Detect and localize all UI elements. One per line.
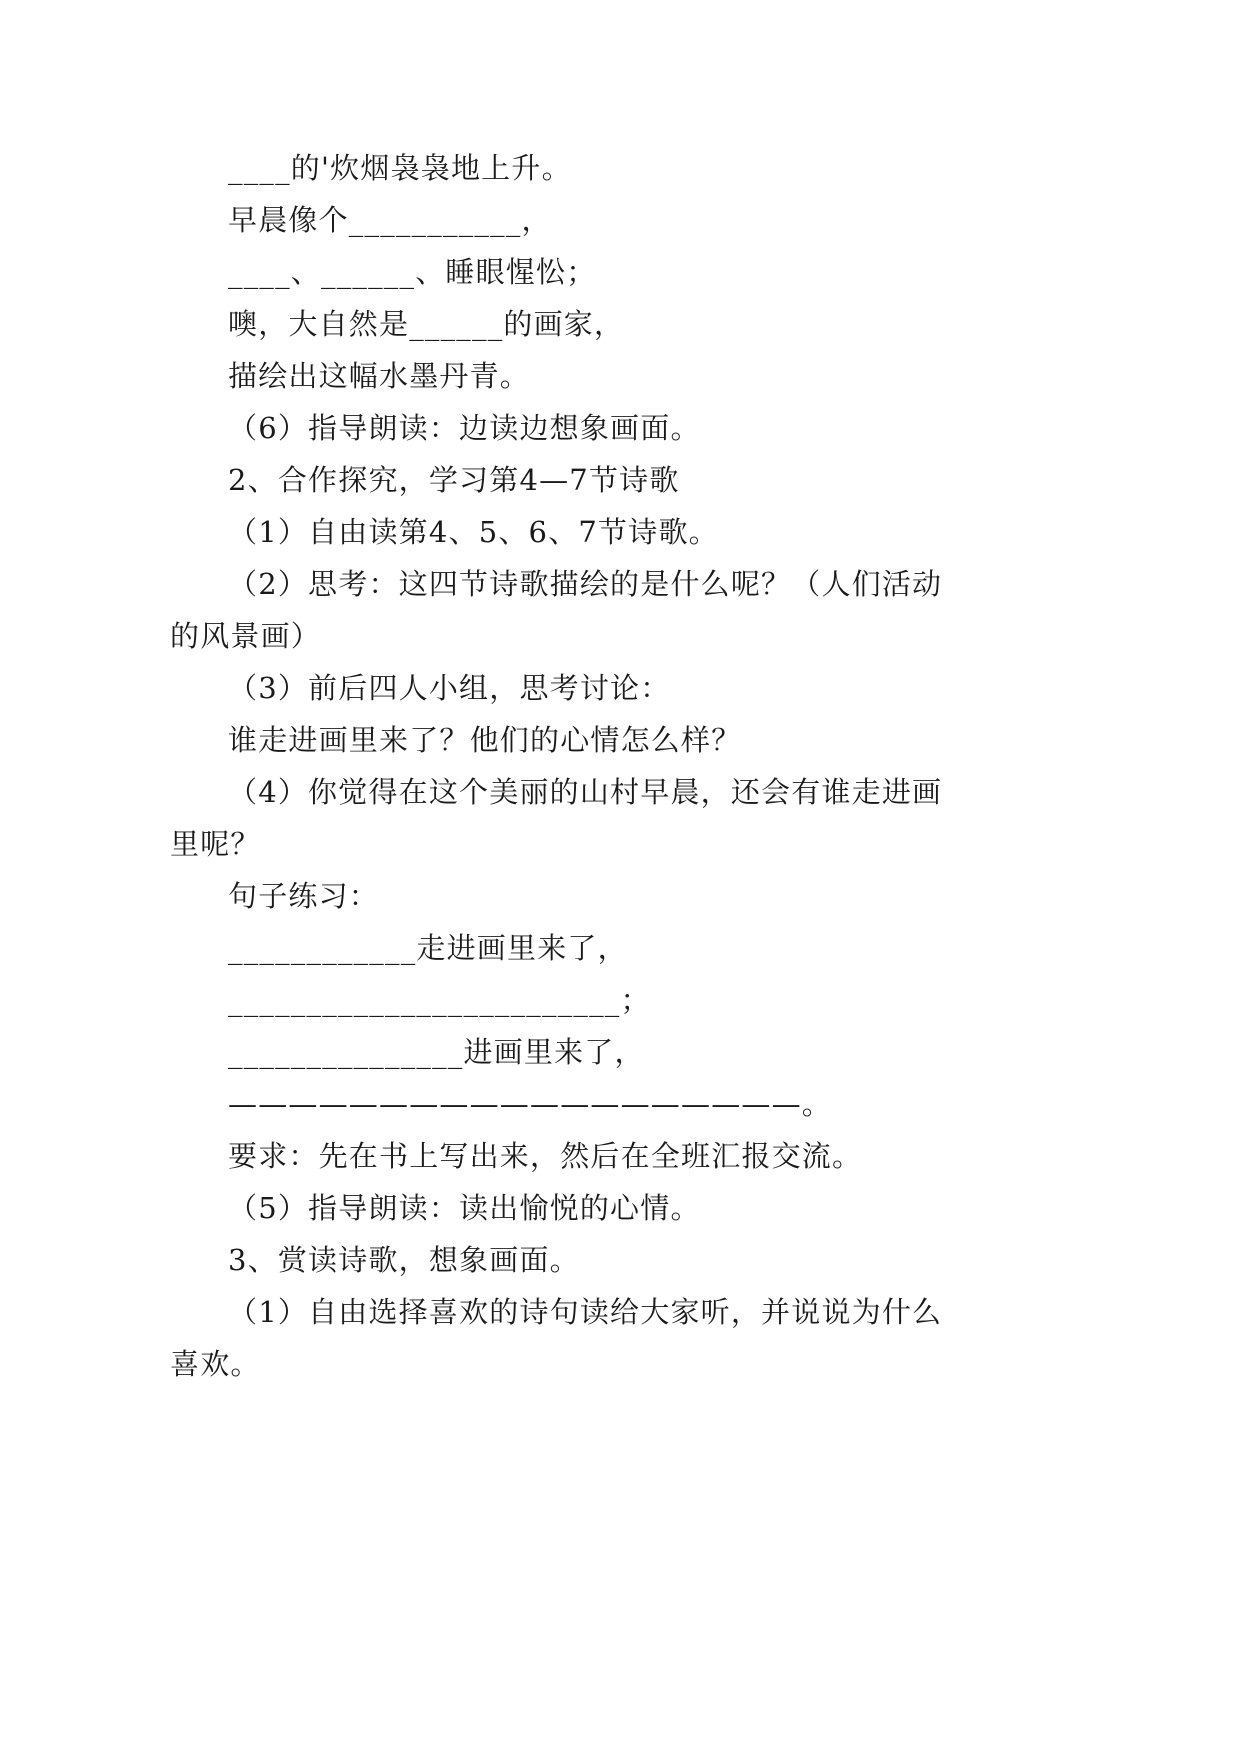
requirement-text: 要求：先在书上写出来，然后在全班汇报交流。 (228, 1139, 863, 1173)
step-imagine-4-continued: 里呢？ (170, 827, 261, 861)
poem-line-morning: 早晨像个___________， (228, 203, 552, 237)
poem-line-sleepy: ____、______、睡眼惺忪； (228, 255, 597, 289)
section-heading-3: 3、赏读诗歌，想象画面。 (228, 1243, 580, 1277)
practice-blank-line-2: _________________________； (228, 983, 651, 1017)
step-reading-guide-5: （5）指导朗读：读出愉悦的心情。 (228, 1191, 701, 1225)
poem-line-painting: 描绘出这幅水墨丹青。 (228, 359, 531, 393)
sentence-practice-label: 句子练习： (228, 879, 380, 913)
poem-line-smoke: ____的'炊烟袅袅地上升。 (228, 151, 572, 185)
discussion-question: 谁走进画里来了？他们的心情怎么样？ (228, 723, 742, 757)
step-free-reading-1: （1）自由读第4、5、6、7节诗歌。 (228, 515, 719, 549)
practice-blank-line-4: ———————————————————。 (228, 1087, 832, 1121)
step-reading-guide-6: （6）指导朗读：边读边想象画面。 (228, 411, 701, 445)
step-choose-lines-1-continued: 喜欢。 (170, 1347, 261, 1381)
step-thinking-2: （2）思考：这四节诗歌描绘的是什么呢？（人们活动 (228, 567, 943, 601)
step-group-discussion-3: （3）前后四人小组，思考讨论： (228, 671, 671, 705)
practice-blank-line-1: ____________走进画里来了， (228, 931, 628, 965)
poem-line-nature: 噢，大自然是______的画家， (228, 307, 625, 341)
step-imagine-4: （4）你觉得在这个美丽的山村早晨，还会有谁走进画 (228, 775, 943, 809)
step-thinking-2-continued: 的风景画） (170, 619, 322, 653)
practice-blank-line-3: _______________进画里来了， (228, 1035, 645, 1069)
step-choose-lines-1: （1）自由选择喜欢的诗句读给大家听，并说说为什么 (228, 1295, 943, 1329)
section-heading-2: 2、合作探究，学习第4—7节诗歌 (228, 463, 680, 497)
